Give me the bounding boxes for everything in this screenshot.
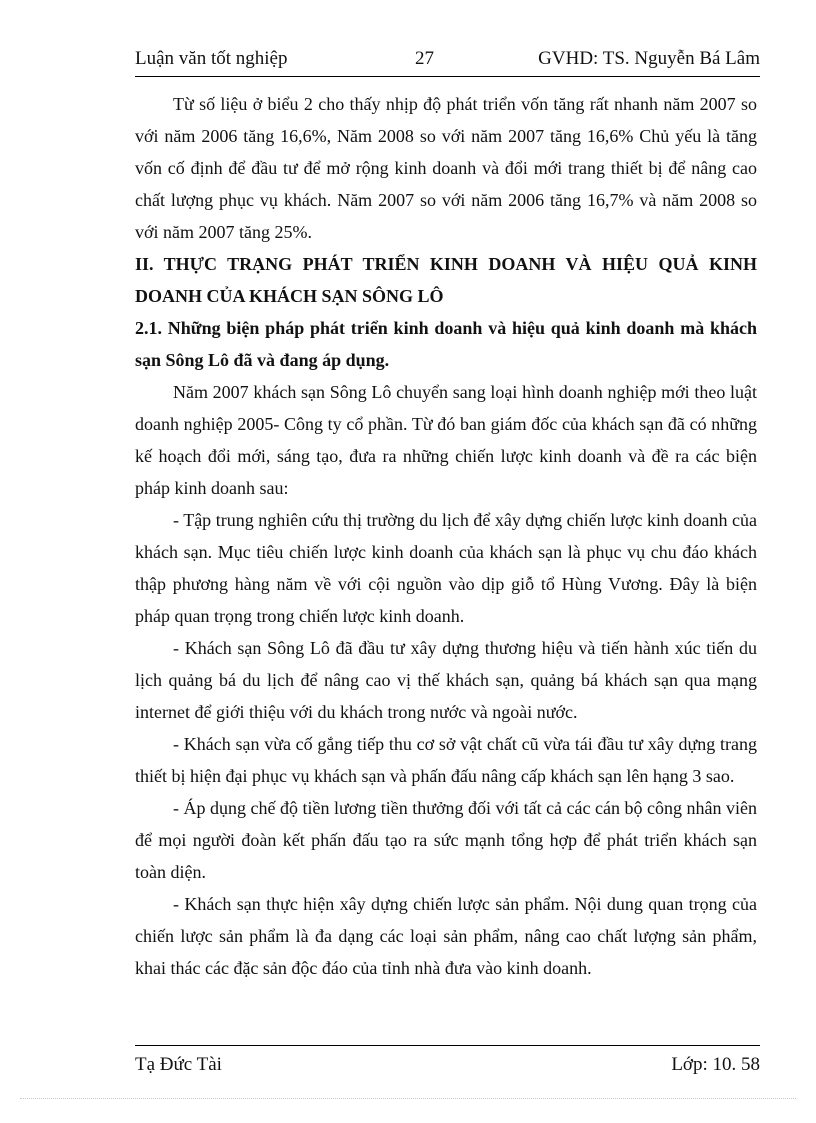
page-edge-divider [20,1098,796,1099]
thesis-label: Luận văn tốt nghiệp [135,48,288,69]
page-footer [135,1045,760,1086]
bullet-facility-upgrade: - Khách sạn vừa cố gắng tiếp thu cơ sở vật chất cũ vừa tái đầu tư xây dựng trang thiết bị hiện đại phục vụ khách sạn và phấn đấu nâng cấp khách sạn lên hạng 3 sao. [135,734,757,786]
bullet-market-research: - Tập trung nghiên cứu thị trường du lịch để xây dựng chiến lược kinh doanh của khách sạn. Mục tiêu chiến lược kinh doanh của khách sạn là phục vụ chu đáo khách thập phương hàng năm về với cội nguồn vào dịp giỗ tổ Hùng Vương. Đây là biện pháp quan trọng trong chiến lược kinh doanh. [135,510,757,626]
author-name: Tạ Đức Tài [135,1054,222,1075]
paragraph-capital-growth: Từ số liệu ở biểu 2 cho thấy nhịp độ phát triển vốn tăng rất nhanh năm 2007 so với năm 2006 tăng 16,6%, Năm 2008 so với năm 2007 tăng 16,6% Chủ yếu là tăng vốn cố định để đầu tư để mở rộng kinh doanh và đổi mới trang thiết bị để nâng cao chất lượng phục vụ khách. Năm 2007 so với năm 2006 tăng 16,7% và năm 2008 so với năm 2007 tăng 25%. [135,94,757,242]
page-header [135,46,760,77]
class-label: Lớp: 10. 58 [671,1054,760,1075]
bullet-brand-promotion: - Khách sạn Sông Lô đã đầu tư xây dựng thương hiệu và tiến hành xúc tiến du lịch quảng bá du lịch để nâng cao vị thế khách sạn, quảng bá khách sạn qua mạng internet để giới thiệu với du khách trong nước và ngoài nước. [135,638,757,722]
page-number: 27 [415,48,434,69]
bullet-salary-policy: - Áp dụng chế độ tiền lương tiền thưởng đối với tất cả các cán bộ công nhân viên để mọi người đoàn kết phấn đấu tạo ra sức mạnh tổng hợp để phát triển khách sạn toàn diện. [135,798,757,882]
bullet-product-strategy: - Khách sạn thực hiện xây dựng chiến lược sản phẩm. Nội dung quan trọng của chiến lược sản phẩm là đa dạng các loại sản phẩm, nâng cao chất lượng sản phẩm, khai thác các đặc sản độc đáo của tỉnh nhà đưa vào kinh doanh. [135,894,757,978]
paragraph-company-conversion: Năm 2007 khách sạn Sông Lô chuyển sang loại hình doanh nghiệp mới theo luật doanh nghiệp 2005- Công ty cổ phần. Từ đó ban giám đốc của khách sạn đã có những kế hoạch đổi mới, sáng tạo, đưa ra những chiến lược kinh doanh và đề ra các biện pháp kinh doanh sau: [135,382,757,498]
section-heading: II. THỰC TRẠNG PHÁT TRIỂN KINH DOANH VÀ HIỆU QUẢ KINH DOANH CỦA KHÁCH SẠN SÔNG LÔ [135,254,757,306]
page-body [135,88,757,984]
subsection-heading: 2.1. Những biện pháp phát triển kinh doanh và hiệu quả kinh doanh mà khách sạn Sông Lô đã và đang áp dụng. [135,318,757,370]
advisor-label: GVHD: TS. Nguyễn Bá Lâm [538,48,760,69]
